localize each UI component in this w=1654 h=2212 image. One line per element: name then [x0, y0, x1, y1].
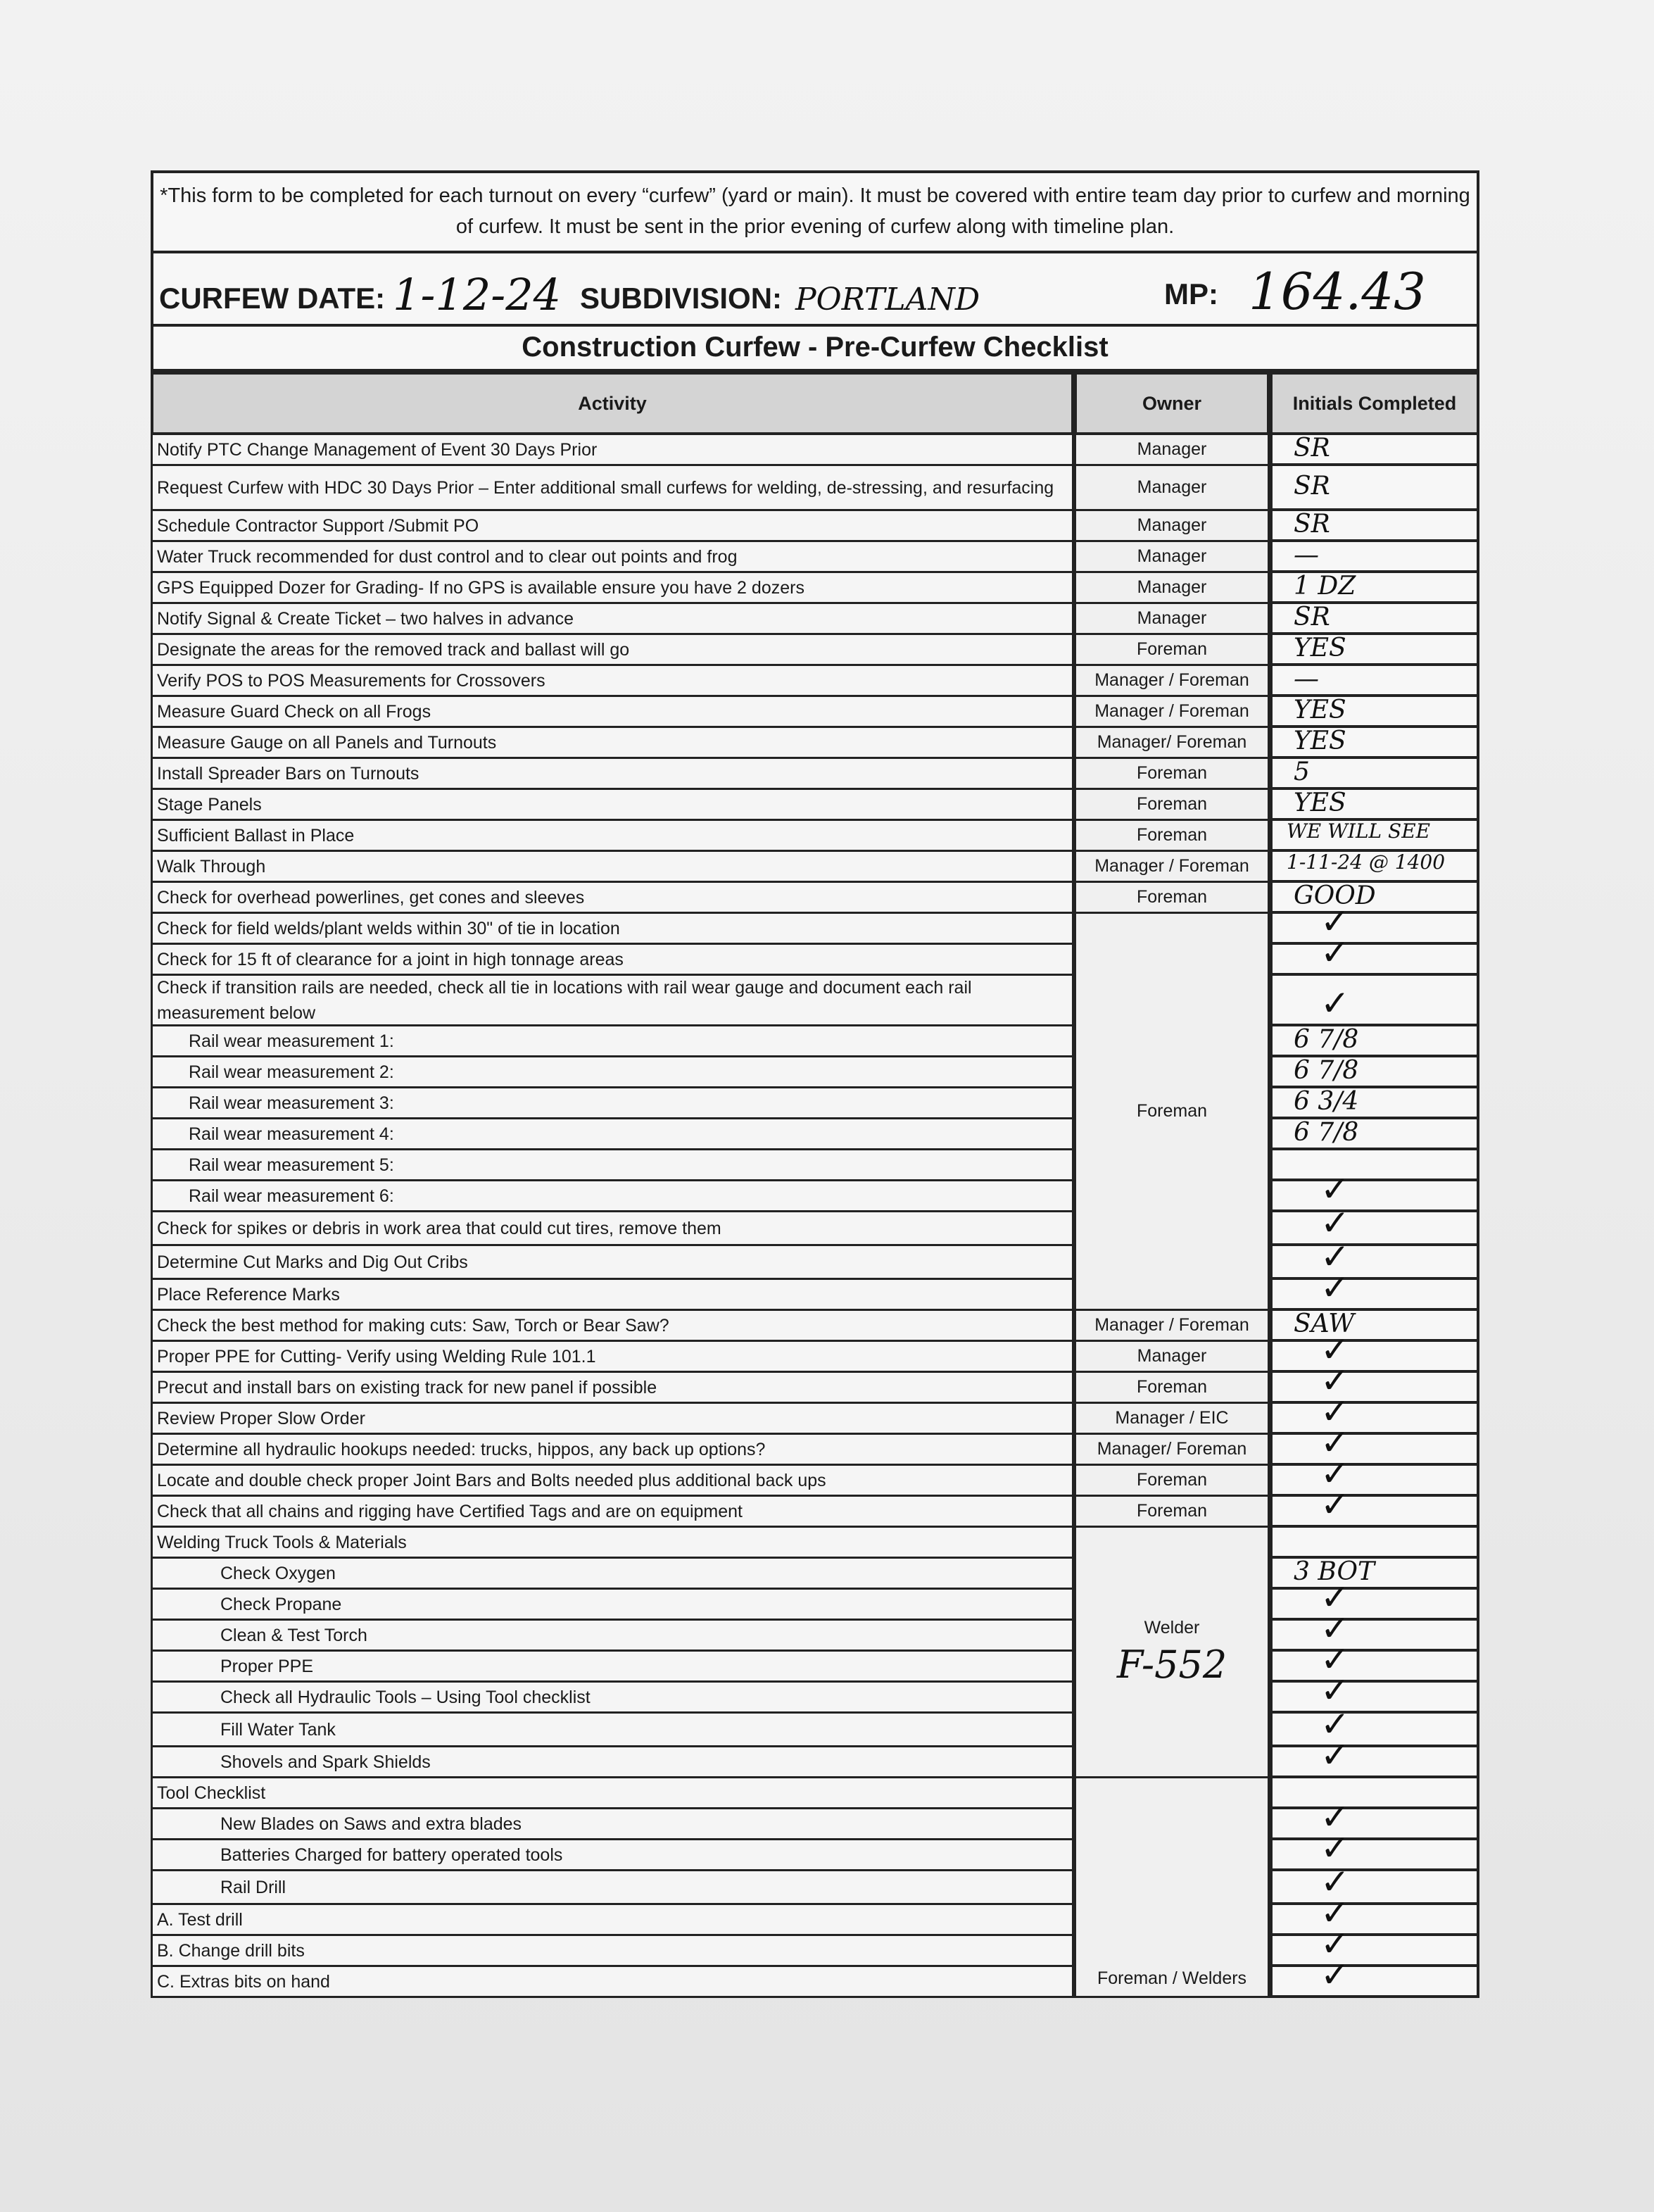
initials-cell[interactable] [1270, 914, 1479, 945]
initials-cell[interactable] [1270, 1528, 1479, 1559]
initials-cell[interactable] [1270, 1905, 1479, 1936]
owner-cell: Manager / Foreman [1074, 666, 1270, 697]
check-mark-icon: ✓ [1320, 1861, 1350, 1902]
owner-label: Foreman / Welders [1097, 1968, 1247, 1988]
activity-label: New Blades on Saws and extra blades [220, 1814, 522, 1834]
activity-cell [151, 466, 1074, 511]
curfew-date-value[interactable]: 1-12-24 [393, 269, 562, 320]
initials-cell[interactable] [1270, 1404, 1479, 1435]
initials-cell[interactable] [1270, 1280, 1479, 1311]
check-mark-icon: ✓ [1320, 1828, 1350, 1868]
handwritten-initials: — [1294, 665, 1319, 693]
handwritten-initials: YES [1294, 727, 1346, 755]
handwritten-initials: SR [1294, 472, 1330, 501]
activity-cell [151, 976, 1074, 1026]
handwritten-initials: 6 7/8 [1294, 1118, 1359, 1147]
handwritten-initials: 3 BOT [1294, 1557, 1375, 1586]
owner-cell: Manager [1074, 604, 1270, 635]
activity-label: Rail wear measurement 3: [189, 1093, 394, 1113]
subdivision-value[interactable]: PORTLAND [795, 282, 980, 318]
merged-owner-cell [1074, 914, 1270, 1311]
activity-cell [151, 1621, 1074, 1652]
activity-label: Check that all chains and rigging have Certified Tags and are on equipment [157, 1501, 743, 1521]
activity-cell [151, 1683, 1074, 1714]
initials-cell[interactable] [1270, 1497, 1479, 1528]
initials-cell[interactable] [1270, 1150, 1479, 1181]
handwritten-initials: 1-11-24 @ 1400 [1287, 850, 1446, 874]
check-mark-icon: ✓ [1320, 1577, 1350, 1618]
activity-label: Check Propane [220, 1594, 342, 1614]
handwritten-initials: 1 DZ [1294, 572, 1356, 601]
check-mark-icon: ✓ [1320, 1391, 1350, 1432]
check-mark-icon: ✓ [1320, 901, 1350, 942]
check-mark-icon: ✓ [1320, 1360, 1350, 1401]
activity-cell [151, 1119, 1074, 1150]
activity-cell [151, 1026, 1074, 1057]
activity-label: Verify POS to POS Measurements for Crossovers [157, 670, 545, 691]
initials-cell[interactable] [1270, 1778, 1479, 1809]
handwritten-initials: 6 7/8 [1294, 1056, 1359, 1085]
handwritten-initials: GOOD [1294, 881, 1376, 910]
activity-cell [151, 1590, 1074, 1621]
check-mark-icon: ✓ [1320, 1639, 1350, 1680]
owner-cell: Manager [1074, 573, 1270, 604]
initials-cell[interactable] [1270, 1683, 1479, 1714]
activity-label: Tool Checklist [157, 1783, 266, 1803]
activity-cell [151, 790, 1074, 821]
activity-label: Determine Cut Marks and Dig Out Cribs [157, 1252, 468, 1272]
activity-cell [151, 1809, 1074, 1840]
activity-cell [151, 883, 1074, 914]
initials-cell[interactable] [1270, 1936, 1479, 1967]
activity-label: Batteries Charged for battery operated tools [220, 1845, 563, 1865]
owner-cell: Manager / Foreman [1074, 852, 1270, 883]
header-row [151, 253, 1479, 327]
handwritten-initials: 5 [1294, 758, 1310, 786]
activity-cell [151, 1936, 1074, 1967]
activity-cell [151, 1342, 1074, 1373]
activity-cell [151, 1373, 1074, 1404]
check-mark-icon: ✓ [1320, 1735, 1350, 1776]
activity-label: Schedule Contractor Support /Submit PO [157, 515, 479, 536]
initials-cell[interactable] [1270, 1621, 1479, 1652]
handwritten-initials: WE WILL SEE [1287, 819, 1431, 843]
activity-label: Determine all hydraulic hookups needed: trucks, hippos, any back up options? [157, 1439, 766, 1459]
check-mark-icon: ✓ [1320, 1236, 1350, 1277]
activity-label: Check for 15 ft of clearance for a joint in high tonnage areas [157, 949, 624, 969]
owner-cell: Foreman [1074, 759, 1270, 790]
handwritten-owner-note: F-552 [1116, 1642, 1227, 1687]
activity-cell [151, 1559, 1074, 1590]
initials-cell[interactable] [1270, 945, 1479, 976]
activity-cell [151, 821, 1074, 852]
initials-cell[interactable] [1270, 1590, 1479, 1621]
handwritten-initials: YES [1294, 634, 1346, 662]
merged-owner-cell [1074, 1528, 1270, 1778]
activity-label: Clean & Test Torch [220, 1625, 367, 1645]
initials-cell[interactable] [1270, 1466, 1479, 1497]
subdivision-label: SUBDIVISION: [580, 282, 783, 315]
owner-cell: Foreman [1074, 1497, 1270, 1528]
activity-cell [151, 604, 1074, 635]
initials-cell[interactable] [1270, 1652, 1479, 1683]
activity-cell [151, 1528, 1074, 1559]
owner-cell: Foreman [1074, 821, 1270, 852]
activity-cell [151, 1057, 1074, 1088]
activity-cell [151, 1905, 1074, 1936]
check-mark-icon: ✓ [1320, 1704, 1350, 1745]
owner-cell: Manager/ Foreman [1074, 1435, 1270, 1466]
activity-cell [151, 1466, 1074, 1497]
activity-label: Rail wear measurement 4: [189, 1124, 394, 1144]
activity-cell [151, 728, 1074, 759]
activity-label: Install Spreader Bars on Turnouts [157, 763, 419, 784]
activity-cell [151, 1497, 1074, 1528]
handwritten-initials: SAW [1294, 1309, 1355, 1338]
activity-cell [151, 1212, 1074, 1246]
activity-label: Request Curfew with HDC 30 Days Prior – Enter additional small curfews for welding, de-stressing, and resurfacing [157, 477, 1054, 498]
check-mark-icon: ✓ [1320, 1797, 1350, 1837]
initials-cell[interactable] [1270, 976, 1479, 1026]
owner-cell: Manager [1074, 466, 1270, 511]
initials-cell[interactable] [1270, 1212, 1479, 1246]
merged-owner-cell [1074, 1778, 1270, 1998]
activity-label: Check Oxygen [220, 1563, 336, 1583]
check-mark-icon: ✓ [1320, 1453, 1350, 1494]
activity-cell [151, 1311, 1074, 1342]
handwritten-initials: YES [1294, 788, 1346, 817]
handwritten-initials: — [1294, 541, 1319, 570]
activity-label: Proper PPE for Cutting- Verify using Welding Rule 101.1 [157, 1346, 596, 1366]
initials-cell[interactable] [1270, 1246, 1479, 1280]
activity-cell [151, 697, 1074, 728]
activity-label: Place Reference Marks [157, 1284, 340, 1305]
initials-cell[interactable] [1270, 1342, 1479, 1373]
owner-cell: Manager [1074, 542, 1270, 573]
activity-cell [151, 1280, 1074, 1311]
owner-cell: Manager / Foreman [1074, 1311, 1270, 1342]
handwritten-initials: 6 7/8 [1294, 1025, 1359, 1054]
activity-cell [151, 945, 1074, 976]
check-mark-icon: ✓ [1320, 1670, 1350, 1711]
check-mark-icon: ✓ [1320, 983, 1350, 1024]
owner-cell: Foreman [1074, 1466, 1270, 1497]
owner-cell: Manager [1074, 1342, 1270, 1373]
activity-cell [151, 759, 1074, 790]
activity-label: Measure Guard Check on all Frogs [157, 701, 431, 722]
column-header-owner: Owner [1074, 372, 1270, 435]
activity-cell [151, 914, 1074, 945]
activity-label: Sufficient Ballast in Place [157, 825, 355, 846]
activity-cell [151, 1714, 1074, 1747]
form-notice: *This form to be completed for each turnout on every “curfew” (yard or main). It must be covered with entire team day prior to curfew and morning of curfew. It must be sent in the prior evening of curfew along with timeline plan. [151, 170, 1479, 253]
activity-label: Stage Panels [157, 794, 262, 815]
activity-label: Locate and double check proper Joint Bars and Bolts needed plus additional back ups [157, 1470, 826, 1490]
activity-cell [151, 1150, 1074, 1181]
check-mark-icon: ✓ [1320, 1608, 1350, 1649]
initials-cell[interactable] [1270, 1747, 1479, 1778]
initials-cell[interactable] [1270, 1181, 1479, 1212]
activity-cell [151, 511, 1074, 542]
owner-cell: Foreman [1074, 790, 1270, 821]
owner-label: Foreman [1136, 1101, 1208, 1121]
activity-cell [151, 666, 1074, 697]
activity-label: Precut and install bars on existing track for new panel if possible [157, 1377, 657, 1397]
curfew-date-label: CURFEW DATE: [159, 282, 386, 315]
activity-cell [151, 1181, 1074, 1212]
initials-cell[interactable] [1270, 1714, 1479, 1747]
activity-label: Welding Truck Tools & Materials [157, 1532, 407, 1552]
activity-label: Notify PTC Change Management of Event 30 Days Prior [157, 439, 598, 460]
form-title: Construction Curfew - Pre-Curfew Checklist [151, 327, 1479, 372]
activity-cell [151, 1435, 1074, 1466]
activity-label: C. Extras bits on hand [157, 1971, 330, 1992]
activity-cell [151, 1652, 1074, 1683]
activity-cell [151, 542, 1074, 573]
activity-cell [151, 1088, 1074, 1119]
activity-label: Check the best method for making cuts: Saw, Torch or Bear Saw? [157, 1315, 669, 1336]
check-mark-icon: ✓ [1320, 1422, 1350, 1463]
initials-cell[interactable] [1270, 1809, 1479, 1840]
activity-label: GPS Equipped Dozer for Grading- If no GPS is available ensure you have 2 dozers [157, 577, 804, 598]
handwritten-initials: YES [1294, 696, 1346, 724]
owner-cell: Foreman [1074, 883, 1270, 914]
mp-value[interactable]: 164.43 [1249, 262, 1426, 321]
owner-cell: Manager/ Foreman [1074, 728, 1270, 759]
check-mark-icon: ✓ [1320, 1484, 1350, 1525]
handwritten-initials: SR [1294, 510, 1330, 539]
activity-label: Rail wear measurement 5: [189, 1155, 394, 1175]
activity-label: Check for spikes or debris in work area that could cut tires, remove them [157, 1218, 721, 1238]
owner-cell: Foreman [1074, 1373, 1270, 1404]
owner-cell: Manager / Foreman [1074, 697, 1270, 728]
initials-cell[interactable] [1270, 1435, 1479, 1466]
activity-cell [151, 1404, 1074, 1435]
check-mark-icon: ✓ [1320, 1329, 1350, 1370]
column-header-initials: Initials Completed [1270, 372, 1479, 435]
initials-cell[interactable] [1270, 1373, 1479, 1404]
activity-label: Measure Gauge on all Panels and Turnouts [157, 732, 497, 753]
activity-label: Fill Water Tank [220, 1719, 336, 1740]
activity-label: Water Truck recommended for dust control and to clear out points and frog [157, 546, 738, 567]
activity-label: Designate the areas for the removed track and ballast will go [157, 639, 630, 660]
activity-cell [151, 1778, 1074, 1809]
activity-cell [151, 1840, 1074, 1871]
check-mark-icon: ✓ [1320, 1267, 1350, 1308]
activity-label: B. Change drill bits [157, 1940, 305, 1961]
initials-cell[interactable] [1270, 1967, 1479, 1998]
activity-label: Rail wear measurement 6: [189, 1186, 394, 1206]
activity-label: Rail wear measurement 1: [189, 1031, 394, 1051]
activity-label: A. Test drill [157, 1909, 243, 1930]
check-mark-icon: ✓ [1320, 1954, 1350, 1995]
owner-label: Welder [1144, 1617, 1200, 1638]
activity-cell [151, 1246, 1074, 1280]
activity-cell [151, 435, 1074, 466]
activity-cell [151, 1967, 1074, 1998]
check-mark-icon: ✓ [1320, 1202, 1350, 1243]
check-mark-icon: ✓ [1320, 932, 1350, 973]
check-mark-icon: ✓ [1320, 1892, 1350, 1933]
initials-cell[interactable] [1270, 1840, 1479, 1871]
activity-cell [151, 635, 1074, 666]
column-header-activity: Activity [151, 372, 1074, 435]
activity-label: Check if transition rails are needed, check all tie in locations with rail wear gauge and document each rail measurement below [157, 977, 972, 1023]
activity-cell [151, 1871, 1074, 1905]
check-mark-icon: ✓ [1320, 1169, 1350, 1209]
owner-cell: Manager [1074, 435, 1270, 466]
activity-label: Walk Through [157, 856, 266, 876]
handwritten-initials: SR [1294, 434, 1330, 463]
activity-label: Check for field welds/plant welds within 30" of tie in location [157, 918, 620, 938]
check-mark-icon: ✓ [1320, 1923, 1350, 1964]
activity-cell [151, 573, 1074, 604]
activity-label: Check for overhead powerlines, get cones and sleeves [157, 887, 585, 907]
handwritten-initials: SR [1294, 603, 1330, 631]
owner-cell: Manager / EIC [1074, 1404, 1270, 1435]
activity-label: Proper PPE [220, 1656, 314, 1676]
initials-cell[interactable] [1270, 1871, 1479, 1905]
activity-cell [151, 1747, 1074, 1778]
activity-label: Check all Hydraulic Tools – Using Tool checklist [220, 1687, 591, 1707]
activity-label: Review Proper Slow Order [157, 1408, 365, 1428]
activity-label: Notify Signal & Create Ticket – two halves in advance [157, 608, 574, 629]
owner-cell: Manager [1074, 511, 1270, 542]
handwritten-initials: 6 3/4 [1294, 1087, 1359, 1116]
owner-cell: Foreman [1074, 635, 1270, 666]
activity-cell [151, 852, 1074, 883]
activity-label: Shovels and Spark Shields [220, 1752, 431, 1772]
mp-label: MP: [1164, 277, 1218, 310]
activity-label: Rail wear measurement 2: [189, 1062, 394, 1082]
activity-label: Rail Drill [220, 1877, 286, 1897]
